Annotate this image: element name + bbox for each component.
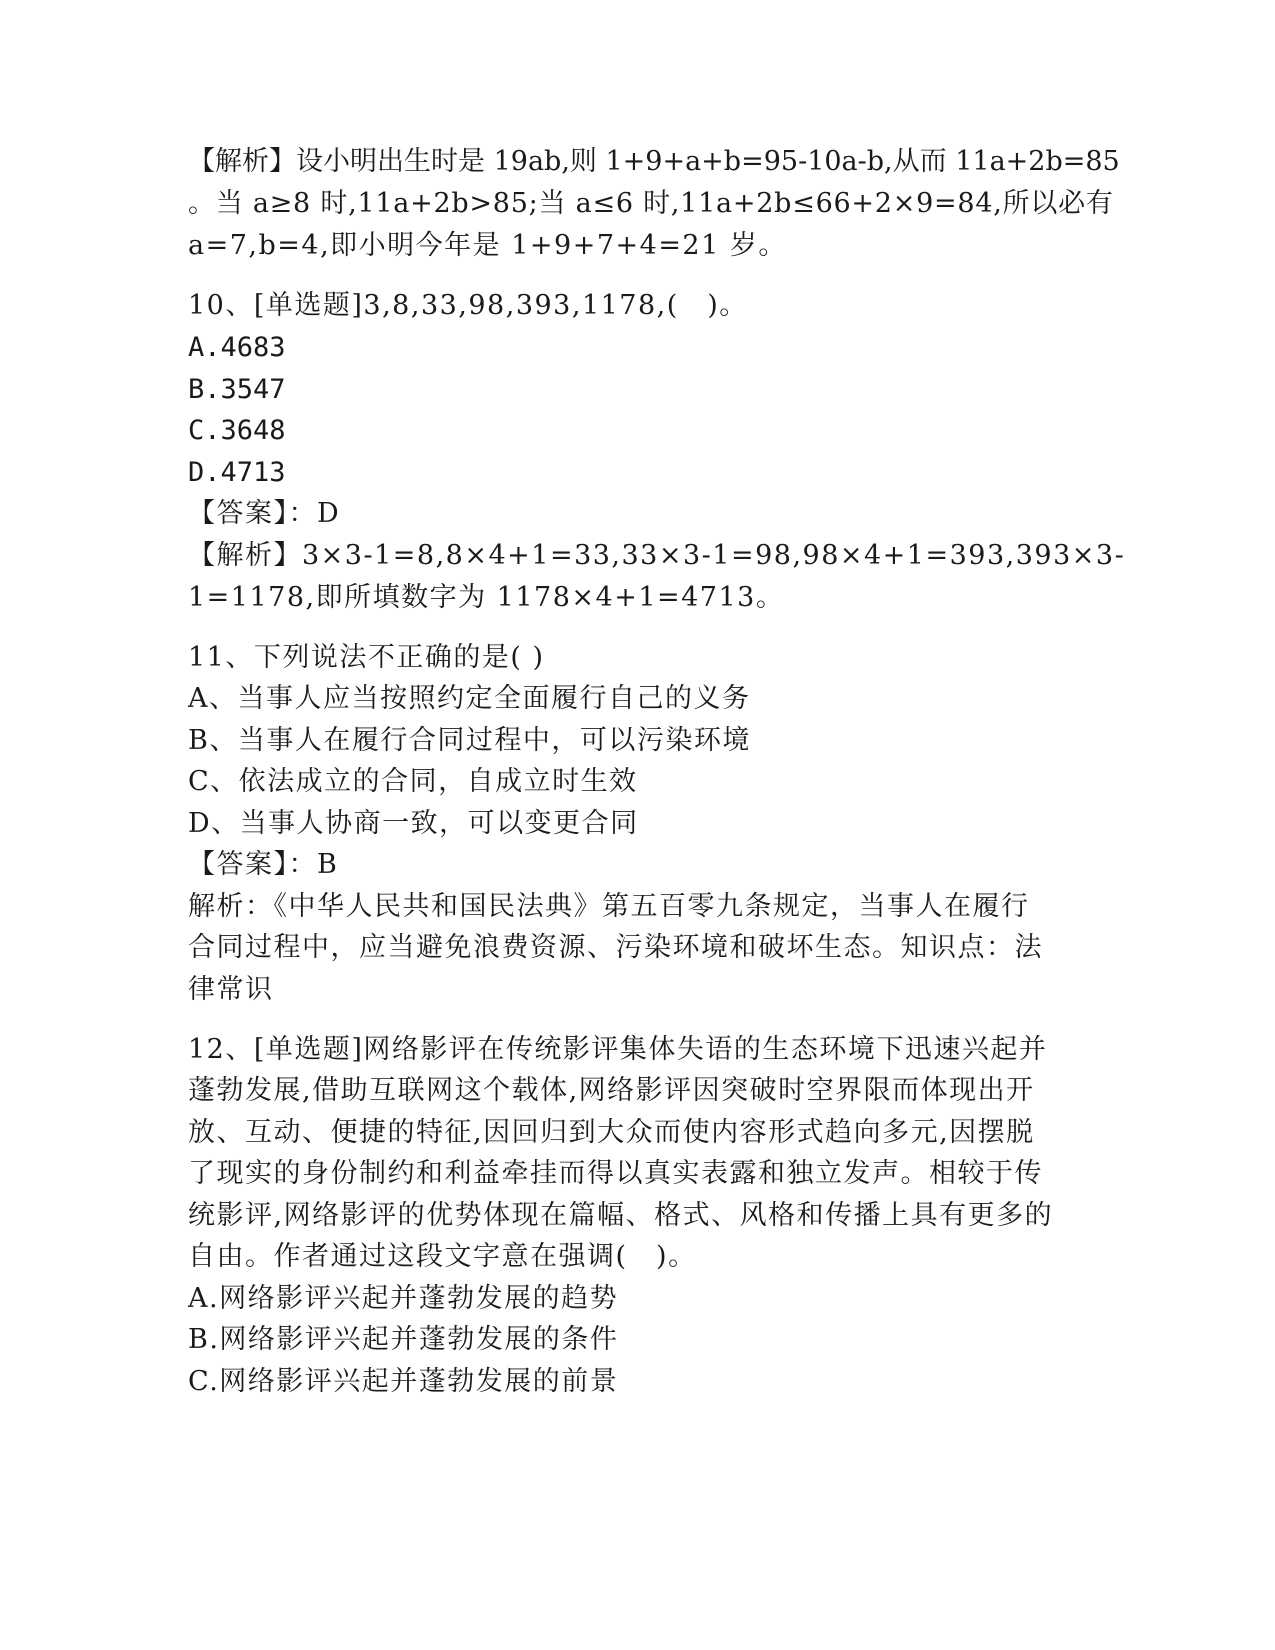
q12-option-a: A.网络影评兴起并蓬勃发展的趋势 (188, 1283, 619, 1314)
q10-option-b: B.3547 (188, 374, 286, 405)
q12-option-c: C.网络影评兴起并蓬勃发展的前景 (188, 1366, 619, 1397)
q12-question-line-2: 蓬勃发展,借助互联网这个载体,网络影评因突破时空界限而体现出开 (188, 1075, 1035, 1106)
q11-analysis-line-3: 律常识 (188, 974, 274, 1005)
q12-question-line-5: 统影评,网络影评的优势体现在篇幅、格式、风格和传播上具有更多的 (188, 1200, 1054, 1231)
q11-option-b: B、当事人在履行合同过程中，可以污染环境 (188, 725, 751, 756)
q9-analysis-line-1: 【解析】设小明出生时是 19ab,则 1+9+a+b=95-10a-b,从而 11a+2b=85 (188, 146, 1120, 177)
q11-option-c: C、依法成立的合同，自成立时生效 (188, 766, 638, 797)
q9-analysis-line-2: 。当 a≥8 时,11a+2b>85;当 a≤6 时,11a+2b≤66+2×9=84,所以必有 (188, 188, 1114, 219)
q10-option-d: D.4713 (188, 457, 286, 488)
q11-option-a: A、当事人应当按照约定全面履行自己的义务 (188, 683, 751, 714)
q10-answer: 【答案】：D (188, 498, 341, 529)
q10-analysis-line-1: 【解析】3×3-1=8,8×4+1=33,33×3-1=98,98×4+1=393,393×3- (188, 540, 1126, 571)
q11-analysis-line-1: 解析：《中华人民共和国民法典》第五百零九条规定，当事人在履行 (188, 891, 1030, 922)
q10-option-a: A.4683 (188, 332, 286, 363)
q11-question: 11、下列说法不正确的是( ) (188, 642, 545, 673)
q12-question-line-6: 自由。作者通过这段文字意在强调( )。 (188, 1241, 697, 1272)
q12-question-line-4: 了现实的身份制约和利益牵挂而得以真实表露和独立发声。相较于传 (188, 1158, 1043, 1189)
q12-question-line-3: 放、互动、便捷的特征,因回归到大众而使内容形式趋向多元,因摆脱 (188, 1117, 1035, 1148)
q10-analysis-line-2: 1=1178,即所填数字为 1178×4+1=4713。 (188, 582, 785, 613)
q11-answer: 【答案】：B (188, 849, 339, 880)
q12-option-b: B.网络影评兴起并蓬勃发展的条件 (188, 1324, 619, 1355)
q9-analysis-line-3: a=7,b=4,即小明今年是 1+9+7+4=21 岁。 (188, 230, 787, 261)
q10-question: 10、[单选题]3,8,33,98,393,1178,( )。 (188, 290, 748, 321)
q10-option-c: C.3648 (188, 415, 286, 446)
q12-question-line-1: 12、[单选题]网络影评在传统影评集体失语的生态环境下迅速兴起并 (188, 1034, 1048, 1065)
q11-option-d: D、当事人协商一致，可以变更合同 (188, 808, 639, 839)
q11-analysis-line-2: 合同过程中，应当避免浪费资源、污染环境和破坏生态。知识点：法 (188, 932, 1043, 963)
